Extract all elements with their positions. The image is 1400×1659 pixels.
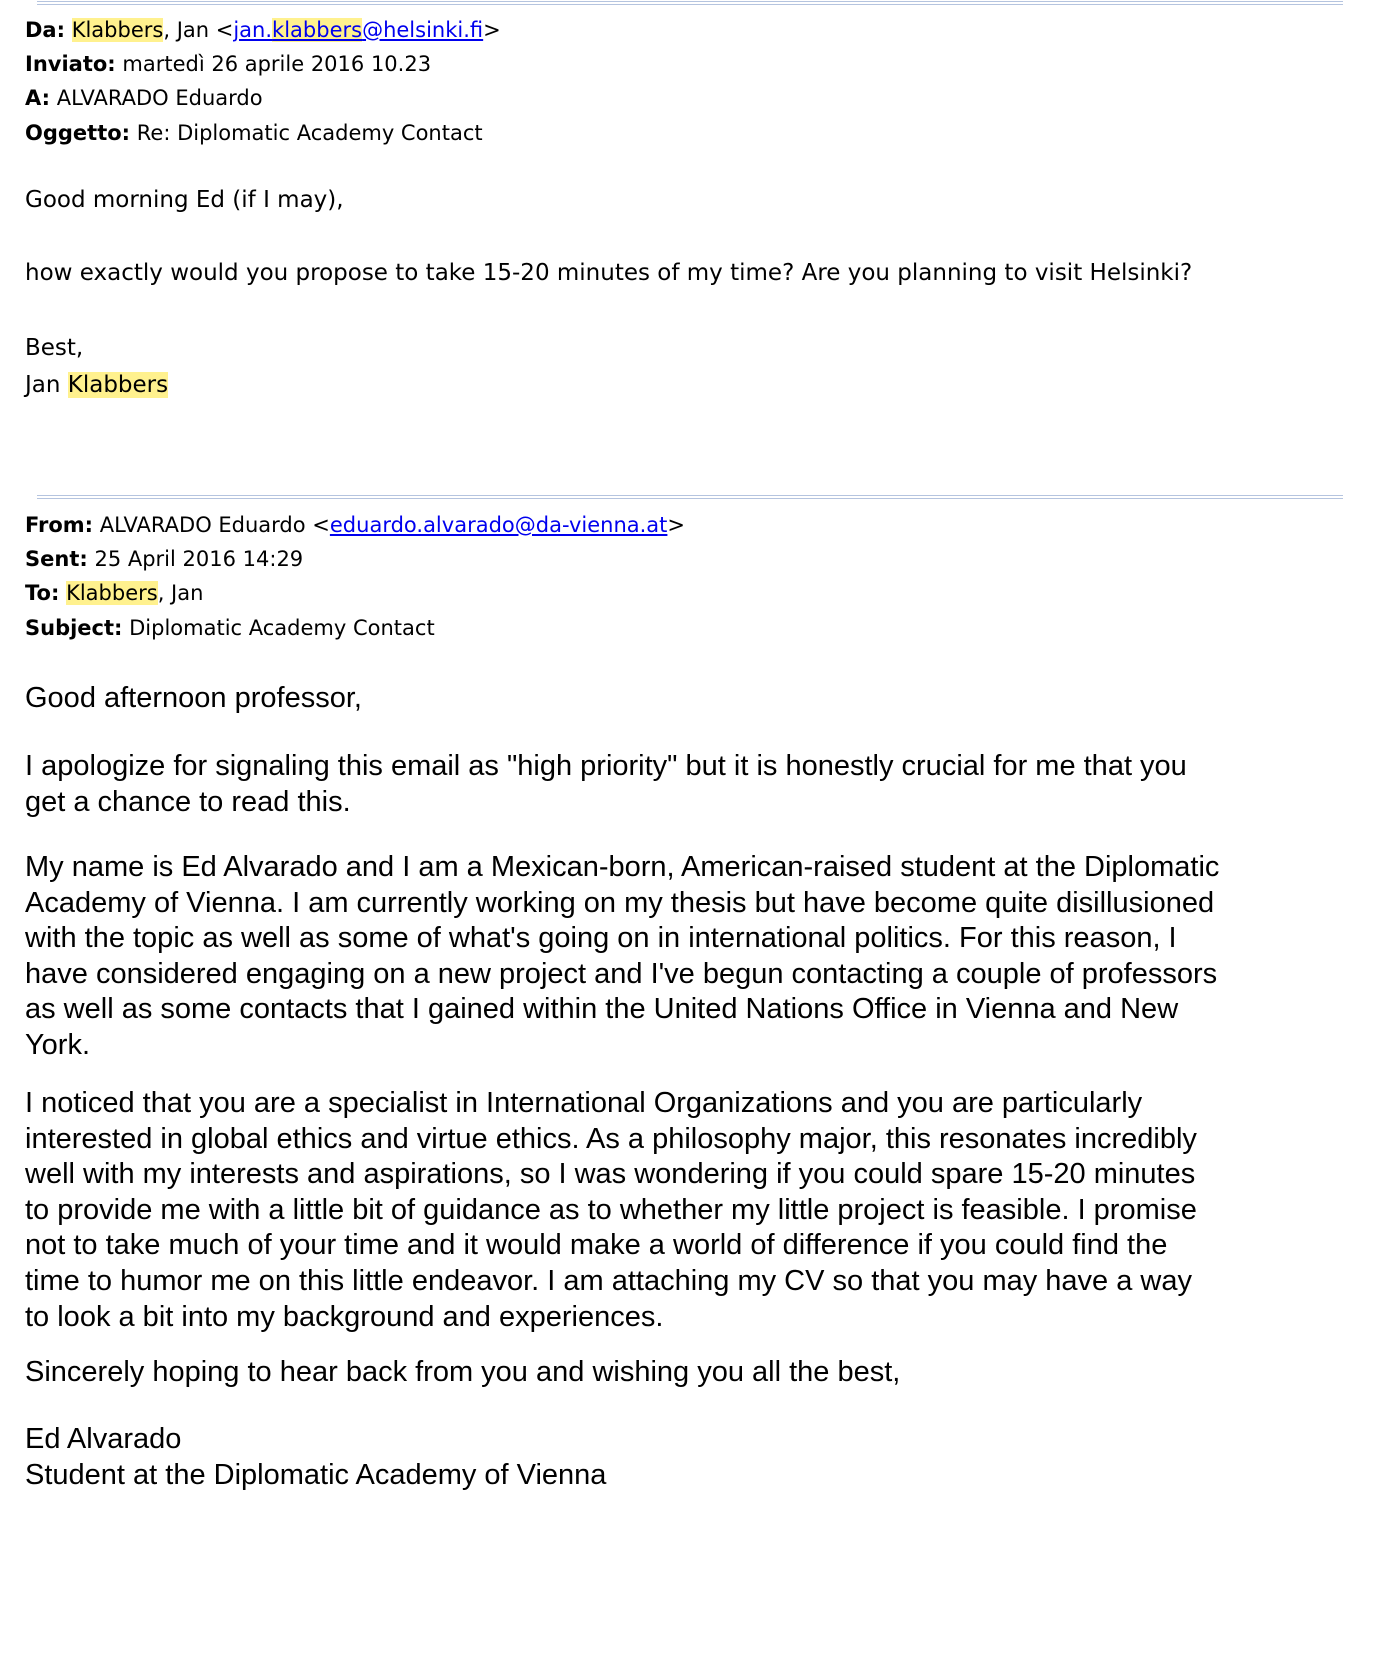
reply-email-part2: @helsinki.fi	[362, 18, 484, 42]
original-from-email-link[interactable]: eduardo.alvarado@da-vienna.at	[329, 513, 668, 537]
paragraph-line: York.	[25, 1028, 91, 1061]
reply-subject-line	[25, 120, 483, 146]
reply-sent-label: Inviato:	[25, 52, 116, 76]
original-to-line	[25, 580, 203, 606]
paragraph-line: get a chance to read this.	[25, 785, 351, 818]
reply-closing: Best,	[25, 335, 84, 361]
original-paragraph-3	[25, 1086, 1370, 1335]
reply-to-line	[25, 85, 263, 111]
reply-from-name-highlight: Klabbers	[71, 18, 164, 42]
reply-email-highlight: klabbers	[272, 18, 363, 42]
original-greeting: Good afternoon professor,	[25, 682, 362, 714]
paragraph-line: Academy of Vienna. I am currently working on my thesis but have become quite disillusioned	[25, 886, 1215, 919]
original-from-line	[25, 512, 685, 538]
reply-to-value: ALVARADO Eduardo	[56, 86, 263, 110]
reply-to-label: A:	[25, 86, 51, 110]
reply-from-close: >	[483, 18, 501, 42]
original-paragraph-1	[25, 749, 1370, 820]
paragraph-line: not to take much of your time and it would make a world of difference if you could find the	[25, 1229, 1168, 1262]
reply-signature	[25, 370, 168, 400]
reply-signature-highlight: Klabbers	[67, 372, 169, 398]
original-sent-label: Sent:	[25, 547, 88, 571]
original-subject-value: Diplomatic Academy Contact	[129, 616, 435, 640]
reply-subject-label: Oggetto:	[25, 121, 131, 145]
message-separator	[37, 495, 1343, 499]
reply-subject-value: Re: Diplomatic Academy Contact	[136, 121, 483, 145]
paragraph-line: to look a bit into my background and experiences.	[25, 1300, 664, 1333]
reply-from-email-link[interactable]	[233, 18, 483, 42]
reply-signature-first: Jan	[25, 372, 68, 398]
paragraph-line: My name is Ed Alvarado and I am a Mexican-born, American-raised student at the Diplomatic	[25, 851, 1220, 883]
paragraph-line: as well as some contacts that I gained within the United Nations Office in Vienna and New	[25, 993, 1179, 1026]
top-separator	[37, 1, 1343, 5]
original-to-rest: , Jan	[157, 581, 204, 605]
original-to-highlight: Klabbers	[66, 581, 158, 605]
reply-greeting: Good morning Ed (if I may),	[25, 187, 344, 213]
original-from-value: ALVARADO Eduardo <	[99, 513, 330, 537]
reply-from-name-rest: , Jan <	[163, 18, 234, 42]
original-from-label: From:	[25, 513, 94, 537]
original-subject-line	[25, 615, 435, 641]
paragraph-line: I apologize for signaling this email as "high priority" but it is honestly crucial for me that you	[25, 750, 1187, 782]
original-subject-label: Subject:	[25, 616, 123, 640]
paragraph-line: well with my interests and aspirations, so I was wondering if you could spare 15-20 minutes	[25, 1158, 1196, 1191]
signature-title: Student at the Diplomatic Academy of Vienna	[25, 1458, 607, 1491]
original-to-label: To:	[25, 581, 60, 605]
reply-sent-value: martedì 26 aprile 2016 10.23	[122, 52, 432, 76]
paragraph-line: to provide me with a little bit of guidance as to whether my little project is feasible. I promise	[25, 1193, 1197, 1226]
reply-body: how exactly would you propose to take 15-20 minutes of my time? Are you planning to visit Helsinki?	[25, 260, 1193, 286]
reply-email-part1: jan.	[233, 18, 273, 42]
reply-from-line	[25, 17, 501, 43]
signature-name: Ed Alvarado	[25, 1423, 182, 1455]
original-sent-line	[25, 546, 303, 572]
original-closing: Sincerely hoping to hear back from you and wishing you all the best,	[25, 1356, 901, 1388]
paragraph-line: with the topic as well as some of what's going on in international politics. For this reason, I	[25, 922, 1177, 955]
paragraph-line: have considered engaging on a new project and I've begun contacting a couple of professors	[25, 957, 1218, 990]
original-signature	[25, 1422, 1370, 1493]
original-from-close: >	[667, 513, 686, 537]
paragraph-line: time to humor me on this little endeavor. I am attaching my CV so that you may have a way	[25, 1264, 1192, 1297]
paragraph-line: interested in global ethics and virtue ethics. As a philosophy major, this resonates incredibly	[25, 1122, 1197, 1155]
reply-from-label: Da:	[25, 18, 66, 42]
reply-sent-line	[25, 51, 431, 77]
paragraph-line: I noticed that you are a specialist in International Organizations and you are particularly	[25, 1087, 1143, 1119]
original-paragraph-2	[25, 850, 1370, 1064]
original-sent-value: 25 April 2016 14:29	[94, 547, 304, 571]
